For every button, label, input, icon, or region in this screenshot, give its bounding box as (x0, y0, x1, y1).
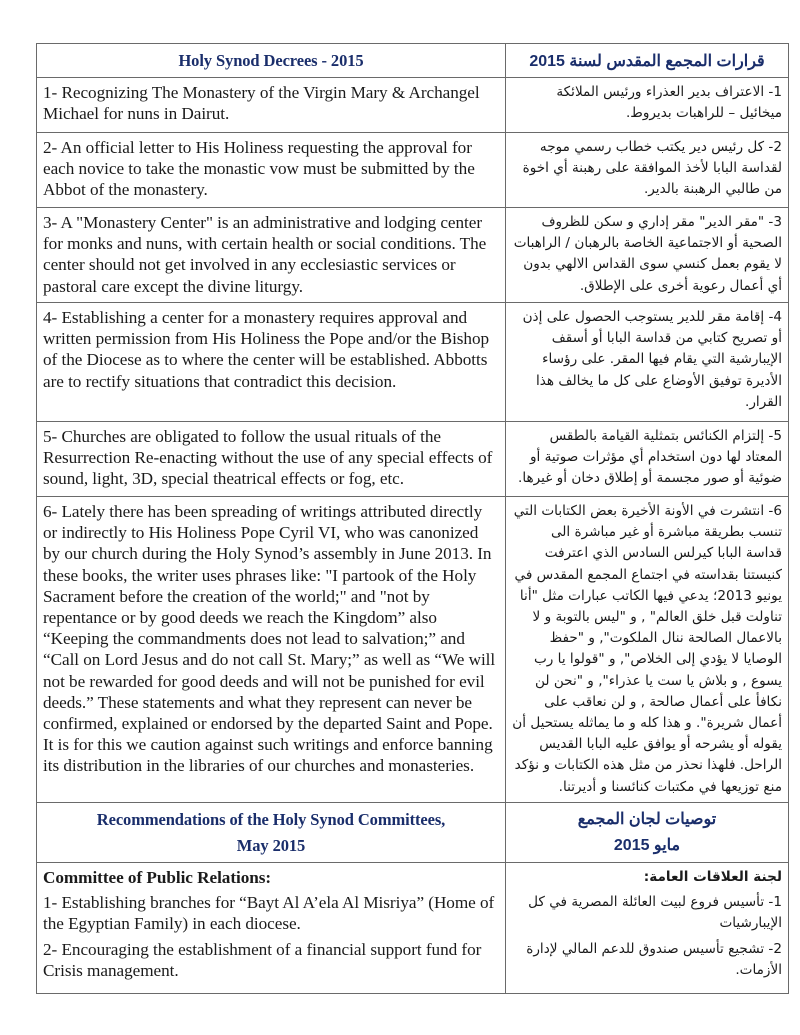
decree-text-ar: 4- إقامة مقر للدير يستوجب الحصول على إذن أو تصريح كتابي من قداسة البابا أو أسقف الإيبارشية التي يقام فيها المقر. على رؤساء الأديرة توفيق الأوضاع على كل ما يخالف هذا القرار. (506, 303, 789, 422)
decree-text-en: 5- Churches are obligated to follow the usual rituals of the Resurrection Re-enacting without the use of any special effects of sound, light, 3D, special theatrical effects or fog, etc. (37, 422, 506, 497)
decree-row (37, 422, 789, 497)
recommendations-title-en (37, 803, 506, 863)
decree-text-en: 3- A "Monastery Center" is an administrative and lodging center for monks and nuns, with certain health or social conditions. The center should not get involved in any ecclesiastic services or pastoral care except the divine liturgy. (37, 208, 506, 303)
recommendation-text-en: 1- Establishing branches for “Bayt Al A’ela Al Misriya” (Home of the Egyptian Family) in each diocese. (43, 893, 495, 934)
recommendation-text-ar: 1- تأسيس فروع لبيت العائلة المصرية في كل الإيبارشيات (528, 894, 782, 932)
committee-title-en: Committee of Public Relations: (43, 868, 272, 887)
recommendations-title-ar (506, 803, 789, 863)
decree-text-ar: 5- إلتزام الكنائس بتمثلية القيامة بالطقس المعتاد لها دون استخدام أي مؤثرات صوتية أو ضوئية أو صور مجسمة أو إطلاق دخان أو غيرها. (506, 422, 789, 497)
decrees-table (36, 43, 789, 994)
section-header-row (37, 44, 789, 78)
decree-text-en: 2- An official letter to His Holiness requesting the approval for each novice to take the monastic vow must be submitted by the Abbot of the monastery. (37, 133, 506, 208)
section-header-row (37, 803, 789, 863)
recommendations-title-en-line1: Recommendations of the Holy Synod Committees, (96, 809, 446, 829)
decree-text-ar: 1- الاعتراف بدير العذراء ورئيس الملائكة ميخائيل – للراهبات بديروط. (506, 78, 789, 133)
decree-row (37, 497, 789, 803)
committee-cell-en (37, 863, 506, 994)
recommendation-text-ar: 2- تشجيع تأسيس صندوق للدعم المالي لإدارة الأزمات. (526, 940, 782, 978)
recommendations-title-ar-line2: مايو 2015 (613, 836, 681, 854)
committee-row (37, 863, 789, 994)
document-page (36, 43, 788, 994)
section-title-en: Holy Synod Decrees - 2015 (37, 44, 506, 78)
committee-cell-ar (506, 863, 789, 994)
decree-row (37, 133, 789, 208)
decree-row (37, 78, 789, 133)
recommendations-title-ar-line1: توصيات لجان المجمع (577, 810, 717, 828)
decree-text-ar: 6- انتشرت في الأونة الأخيرة بعض الكتابات التي تنسب بطريقة مباشرة أو غير مباشرة الى قداسة البابا كيرلس السادس الذي اعترفت كنيستنا بقداسته في اجتماع المجمع المقدس في يونيو 2013؛ يدعي فيها الكاتب عبارات مثل "أنا تناولت قبل خلق العالم" , و "ليس بالتوبة و لا بالاعمال الصالحة ننال الملكوت", و "حفظ الوصايا لا يؤدي إلى الخلاص", و "قولوا يا رب يسوع , و بلاش يا ست يا عذراء", و "نحن لن نكافأ على أعمال صالحة , و لن نعاقب على أعمال شريرة". و هذا كله و ما يماثله يستحيل أن يقوله أو يشرحه أو يوافق عليه البابا القديس الراحل. فلهذا نحذر من مثل هذه الكتابات و نؤكد منع توزيعها في مكتبات كنائسنا و أديرتنا. (506, 497, 789, 803)
decree-row (37, 208, 789, 303)
decree-text-en: 4- Establishing a center for a monastery requires approval and written permission from His Holiness the Pope and/or the Bishop of the Diocese as to where the center will be established. Abbotts are to rectify situations that contradict this decision. (37, 303, 506, 422)
committee-title-ar: لجنة العلاقات العامة: (643, 869, 782, 885)
decree-text-ar: 3- "مقر الدير" مقر إداري و سكن للظروف الصحية أو الاجتماعية الخاصة بالرهبان / الراهبات لا يقوم بعمل كنسي سوى القداس الالهي بدون أي أعمال رعوية أخرى على الإطلاق. (506, 208, 789, 303)
decree-text-en: 6- Lately there has been spreading of writings attributed directly or indirectly to His Holiness Pope Cyril VI, who was canonized by our church during the Holy Synod’s assembly in June 2013. In these books, the writer uses phrases like: "I partook of the Holy Sacrament before the creation of the world;" and "not by repentance or by good deeds we reach the Kingdom” also “Keeping the commandments does not lead to salvation;” and “Call on Lord Jesus and do not call St. Mary;” as well as “We will not be rewarded for good deeds and will not be punished for evil deeds.” These statements and what they represent can never be confirmed, explained or endorsed by the departed Saint and Pope. It is for this we caution against such writings and enforce banning its distribution in the libraries of our churches and monasteries. (37, 497, 506, 803)
recommendations-title-en-line2: May 2015 (236, 835, 306, 855)
decree-row (37, 303, 789, 422)
decree-text-ar: 2- كل رئيس دير يكتب خطاب رسمي موجه لقداسة البابا لأخذ الموافقة على رهبنة أي اخوة من طالبي الرهبنة بالدير. (506, 133, 789, 208)
section-title-ar: قرارات المجمع المقدس لسنة 2015 (506, 44, 789, 78)
decree-text-en: 1- Recognizing The Monastery of the Virgin Mary & Archangel Michael for nuns in Dairut. (37, 78, 506, 133)
recommendation-text-en: 2- Encouraging the establishment of a financial support fund for Crisis management. (43, 939, 482, 980)
